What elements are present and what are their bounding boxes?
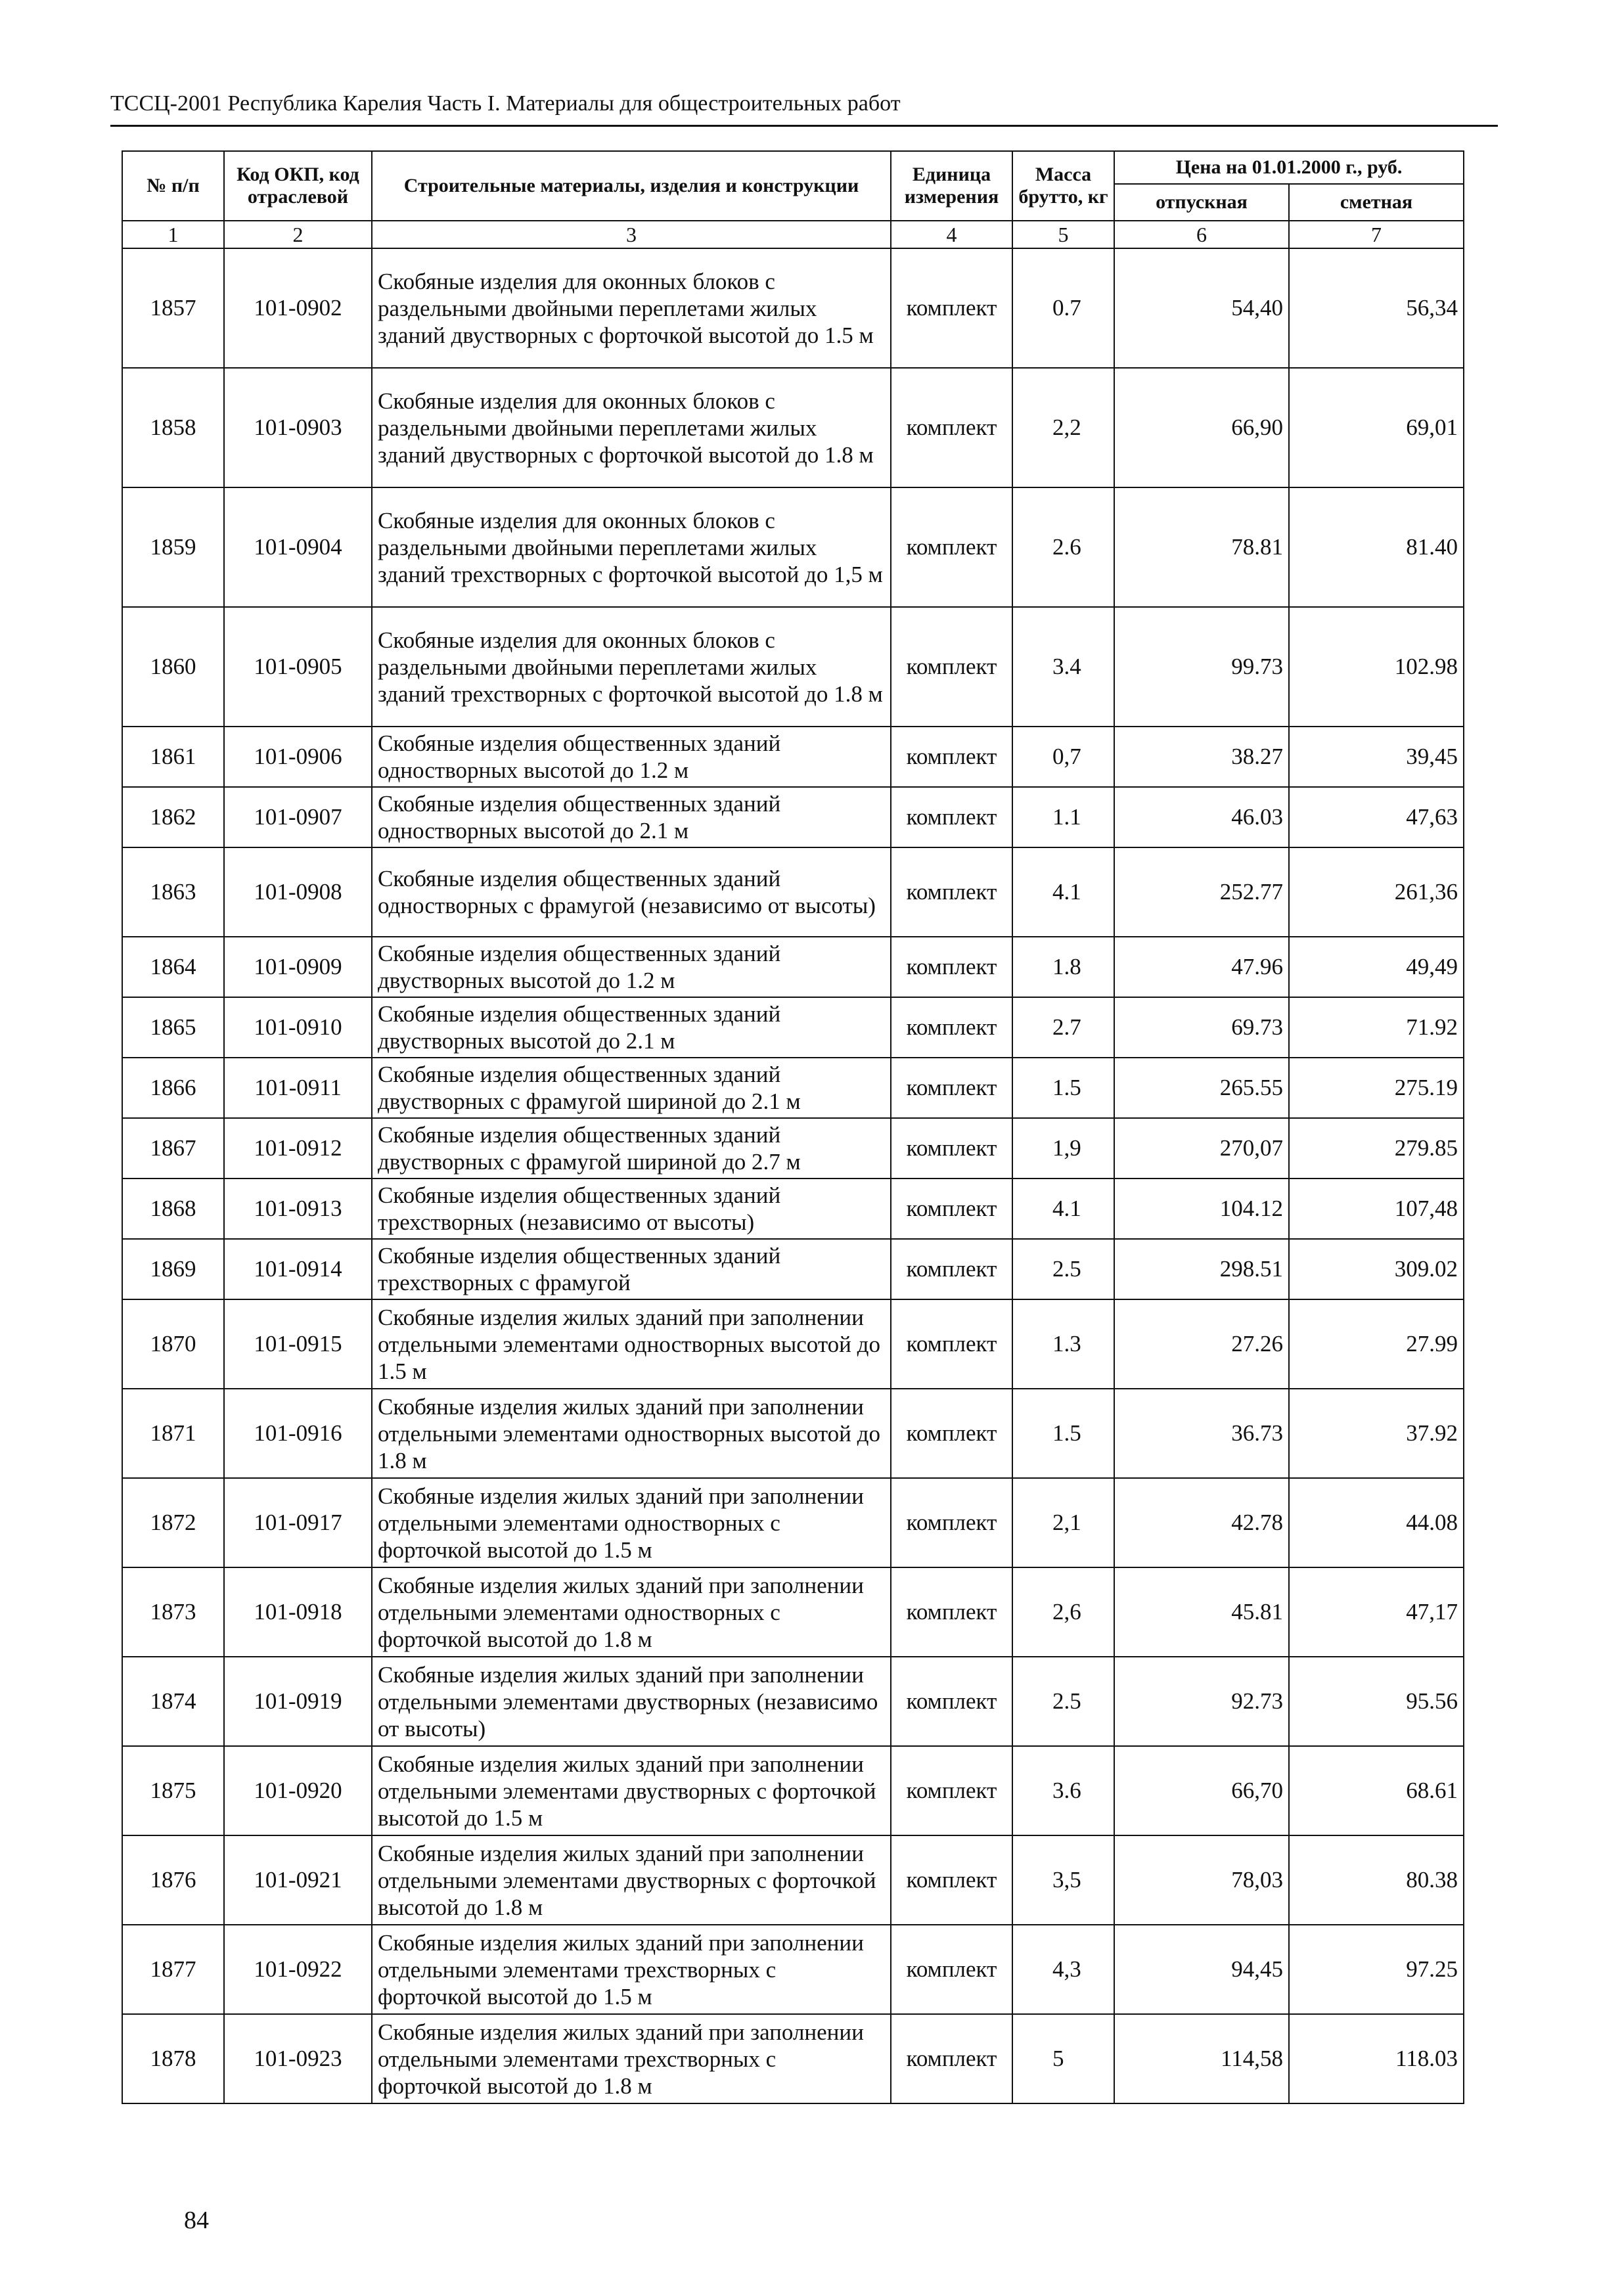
table-row [122,1746,1464,1835]
row-okp-code: 101-0908 [224,847,372,937]
row-okp-code: 101-0905 [224,607,372,727]
row-number: 1863 [122,847,224,937]
row-number: 1871 [122,1389,224,1478]
column-number: 1 [122,221,224,248]
row-description: Скобяные изделия для оконных блоков с раздельными двойными переплетами жилых зданий трехстворных с форточкой высотой до 1,5 м [372,487,891,607]
row-mass: 1.5 [1012,1058,1114,1118]
row-description: Скобяные изделия общественных зданий трехстворных с фрамугой [372,1239,891,1299]
table-row [122,787,1464,847]
row-description: Скобяные изделия общественных зданий двустворных высотой до 1.2 м [372,937,891,997]
row-unit: комплект [891,1657,1012,1746]
row-unit: комплект [891,1299,1012,1389]
row-mass: 4.1 [1012,1179,1114,1239]
row-mass: 1.1 [1012,787,1114,847]
row-okp-code: 101-0923 [224,2014,372,2103]
row-mass: 3.4 [1012,607,1114,727]
row-price-estimate: 118.03 [1289,2014,1464,2103]
row-unit: комплект [891,368,1012,487]
page-number: 84 [184,2207,209,2234]
row-price-estimate: 275.19 [1289,1058,1464,1118]
row-number: 1869 [122,1239,224,1299]
row-unit: комплект [891,937,1012,997]
col-header-unit: Единица измерения [891,151,1012,221]
row-okp-code: 101-0916 [224,1389,372,1478]
row-price-estimate: 80.38 [1289,1835,1464,1925]
row-unit: комплект [891,787,1012,847]
row-unit: комплект [891,1746,1012,1835]
row-price-release: 104.12 [1114,1179,1289,1239]
row-price-release: 54,40 [1114,248,1289,368]
row-price-release: 270,07 [1114,1118,1289,1179]
row-description: Скобяные изделия общественных зданий одностворных высотой до 1.2 м [372,727,891,787]
row-number: 1867 [122,1118,224,1179]
row-mass: 2.7 [1012,997,1114,1058]
row-okp-code: 101-0922 [224,1925,372,2014]
row-price-estimate: 81.40 [1289,487,1464,607]
row-mass: 3,5 [1012,1835,1114,1925]
row-okp-code: 101-0919 [224,1657,372,1746]
row-okp-code: 101-0909 [224,937,372,997]
row-number: 1870 [122,1299,224,1389]
col-header-num: № п/п [122,151,224,221]
row-okp-code: 101-0917 [224,1478,372,1567]
row-price-release: 78,03 [1114,1835,1289,1925]
row-price-release: 47.96 [1114,937,1289,997]
row-okp-code: 101-0914 [224,1239,372,1299]
row-price-estimate: 44.08 [1289,1478,1464,1567]
row-description: Скобяные изделия жилых зданий при заполнении отдельными элементами двустворных с форточкой высотой до 1.5 м [372,1746,891,1835]
row-description: Скобяные изделия жилых зданий при заполнении отдельными элементами одностворных высотой до 1.8 м [372,1389,891,1478]
row-description: Скобяные изделия общественных зданий одностворных высотой до 2.1 м [372,787,891,847]
row-okp-code: 101-0920 [224,1746,372,1835]
column-number-row [122,221,1464,248]
row-mass: 1.5 [1012,1389,1114,1478]
row-mass: 0,7 [1012,727,1114,787]
row-unit: комплект [891,607,1012,727]
row-description: Скобяные изделия общественных зданий трехстворных (независимо от высоты) [372,1179,891,1239]
row-number: 1876 [122,1835,224,1925]
row-price-release: 38.27 [1114,727,1289,787]
row-okp-code: 101-0907 [224,787,372,847]
row-description: Скобяные изделия жилых зданий при заполнении отдельными элементами одностворных с форточкой высотой до 1.5 м [372,1478,891,1567]
row-number: 1875 [122,1746,224,1835]
table-row [122,1179,1464,1239]
row-description: Скобяные изделия общественных зданий двустворных с фрамугой шириной до 2.1 м [372,1058,891,1118]
row-okp-code: 101-0902 [224,248,372,368]
column-number: 7 [1289,221,1464,248]
row-price-estimate: 39,45 [1289,727,1464,787]
row-number: 1864 [122,937,224,997]
row-price-release: 94,45 [1114,1925,1289,2014]
row-price-release: 66,90 [1114,368,1289,487]
row-unit: комплект [891,1925,1012,2014]
row-description: Скобяные изделия жилых зданий при заполнении отдельными элементами трехстворных с форточкой высотой до 1.5 м [372,1925,891,2014]
row-price-estimate: 71.92 [1289,997,1464,1058]
row-price-release: 78.81 [1114,487,1289,607]
row-price-release: 69.73 [1114,997,1289,1058]
table-row [122,1478,1464,1567]
row-description: Скобяные изделия общественных зданий двустворных с фрамугой шириной до 2.7 м [372,1118,891,1179]
row-price-estimate: 279.85 [1289,1118,1464,1179]
row-price-estimate: 95.56 [1289,1657,1464,1746]
table-row [122,607,1464,727]
row-okp-code: 101-0904 [224,487,372,607]
page-header-title: ТССЦ-2001 Республика Карелия Часть I. Материалы для общестроительных работ [110,91,901,116]
row-description: Скобяные изделия жилых зданий при заполнении отдельными элементами одностворных высотой до 1.5 м [372,1299,891,1389]
row-unit: комплект [891,727,1012,787]
col-header-price-estimate: сметная [1289,184,1464,221]
row-unit: комплект [891,1239,1012,1299]
row-mass: 2,1 [1012,1478,1114,1567]
row-mass: 2.5 [1012,1239,1114,1299]
col-header-price-release: отпускная [1114,184,1289,221]
row-okp-code: 101-0906 [224,727,372,787]
row-price-estimate: 37.92 [1289,1389,1464,1478]
row-number: 1860 [122,607,224,727]
row-mass: 1.3 [1012,1299,1114,1389]
table-row [122,997,1464,1058]
row-okp-code: 101-0911 [224,1058,372,1118]
table-row [122,1657,1464,1746]
column-number: 6 [1114,221,1289,248]
row-okp-code: 101-0912 [224,1118,372,1179]
row-price-estimate: 49,49 [1289,937,1464,997]
row-description: Скобяные изделия общественных зданий одностворных с фрамугой (независимо от высоты) [372,847,891,937]
row-price-release: 27.26 [1114,1299,1289,1389]
row-price-release: 45.81 [1114,1567,1289,1657]
row-description: Скобяные изделия для оконных блоков с раздельными двойными переплетами жилых зданий двустворных с форточкой высотой до 1.5 м [372,248,891,368]
row-price-estimate: 56,34 [1289,248,1464,368]
table-row [122,1835,1464,1925]
row-price-estimate: 68.61 [1289,1746,1464,1835]
row-mass: 1,9 [1012,1118,1114,1179]
table-row [122,487,1464,607]
column-number: 4 [891,221,1012,248]
row-unit: комплект [891,487,1012,607]
row-price-release: 252.77 [1114,847,1289,937]
row-number: 1866 [122,1058,224,1118]
row-description: Скобяные изделия жилых зданий при заполнении отдельными элементами трехстворных с форточкой высотой до 1.8 м [372,2014,891,2103]
row-number: 1877 [122,1925,224,2014]
row-price-release: 99.73 [1114,607,1289,727]
row-number: 1874 [122,1657,224,1746]
row-price-release: 114,58 [1114,2014,1289,2103]
table-row [122,368,1464,487]
row-price-release: 298.51 [1114,1239,1289,1299]
row-mass: 2,6 [1012,1567,1114,1657]
row-unit: комплект [891,1118,1012,1179]
column-number: 3 [372,221,891,248]
table-row [122,1239,1464,1299]
col-header-mass: Масса брутто, кг [1012,151,1114,221]
row-price-estimate: 47,17 [1289,1567,1464,1657]
table-row [122,847,1464,937]
table-header [122,151,1464,248]
row-mass: 3.6 [1012,1746,1114,1835]
row-description: Скобяные изделия для оконных блоков с раздельными двойными переплетами жилых зданий трехстворных с форточкой высотой до 1.8 м [372,607,891,727]
row-price-estimate: 309.02 [1289,1239,1464,1299]
row-okp-code: 101-0910 [224,997,372,1058]
row-price-release: 265.55 [1114,1058,1289,1118]
column-number: 2 [224,221,372,248]
row-unit: комплект [891,1389,1012,1478]
header-rule [110,125,1498,127]
row-okp-code: 101-0913 [224,1179,372,1239]
table-row [122,1299,1464,1389]
row-unit: комплект [891,1567,1012,1657]
row-price-estimate: 69,01 [1289,368,1464,487]
row-mass: 4.1 [1012,847,1114,937]
table-row [122,1925,1464,2014]
row-description: Скобяные изделия общественных зданий двустворных высотой до 2.1 м [372,997,891,1058]
col-header-name: Строительные материалы, изделия и конструкции [372,151,891,221]
row-unit: комплект [891,997,1012,1058]
row-unit: комплект [891,248,1012,368]
row-number: 1859 [122,487,224,607]
row-okp-code: 101-0903 [224,368,372,487]
row-number: 1873 [122,1567,224,1657]
table-row [122,1058,1464,1118]
row-mass: 4,3 [1012,1925,1114,2014]
table-row [122,727,1464,787]
row-unit: комплект [891,1478,1012,1567]
row-price-release: 42.78 [1114,1478,1289,1567]
row-okp-code: 101-0921 [224,1835,372,1925]
row-description: Скобяные изделия жилых зданий при заполнении отдельными элементами одностворных с форточкой высотой до 1.8 м [372,1567,891,1657]
row-number: 1878 [122,2014,224,2103]
row-number: 1858 [122,368,224,487]
row-number: 1862 [122,787,224,847]
row-unit: комплект [891,847,1012,937]
row-price-release: 66,70 [1114,1746,1289,1835]
row-okp-code: 101-0918 [224,1567,372,1657]
row-unit: комплект [891,1835,1012,1925]
table-body [122,248,1464,2103]
column-number: 5 [1012,221,1114,248]
table-row [122,1567,1464,1657]
row-mass: 2,2 [1012,368,1114,487]
row-mass: 5 [1012,2014,1114,2103]
table-row [122,248,1464,368]
table-row [122,1118,1464,1179]
col-header-price-group: Цена на 01.01.2000 г., руб. [1114,151,1464,184]
row-unit: комплект [891,1179,1012,1239]
row-number: 1872 [122,1478,224,1567]
row-price-release: 92.73 [1114,1657,1289,1746]
row-price-estimate: 107,48 [1289,1179,1464,1239]
col-header-code: Код ОКП, код отраслевой [224,151,372,221]
table-row [122,1389,1464,1478]
row-price-estimate: 47,63 [1289,787,1464,847]
row-mass: 1.8 [1012,937,1114,997]
row-unit: комплект [891,1058,1012,1118]
row-unit: комплект [891,2014,1012,2103]
table-row [122,937,1464,997]
row-mass: 0.7 [1012,248,1114,368]
row-mass: 2.5 [1012,1657,1114,1746]
price-table [122,150,1464,2104]
row-description: Скобяные изделия жилых зданий при заполнении отдельными элементами двустворных с форточкой высотой до 1.8 м [372,1835,891,1925]
row-number: 1865 [122,997,224,1058]
row-description: Скобяные изделия жилых зданий при заполнении отдельными элементами двустворных (независимо от высоты) [372,1657,891,1746]
row-price-estimate: 102.98 [1289,607,1464,727]
row-okp-code: 101-0915 [224,1299,372,1389]
table-row [122,2014,1464,2103]
row-price-estimate: 27.99 [1289,1299,1464,1389]
row-price-release: 36.73 [1114,1389,1289,1478]
row-mass: 2.6 [1012,487,1114,607]
row-number: 1868 [122,1179,224,1239]
row-price-release: 46.03 [1114,787,1289,847]
row-price-estimate: 261,36 [1289,847,1464,937]
row-number: 1857 [122,248,224,368]
row-number: 1861 [122,727,224,787]
row-price-estimate: 97.25 [1289,1925,1464,2014]
row-description: Скобяные изделия для оконных блоков с раздельными двойными переплетами жилых зданий двустворных с форточкой высотой до 1.8 м [372,368,891,487]
